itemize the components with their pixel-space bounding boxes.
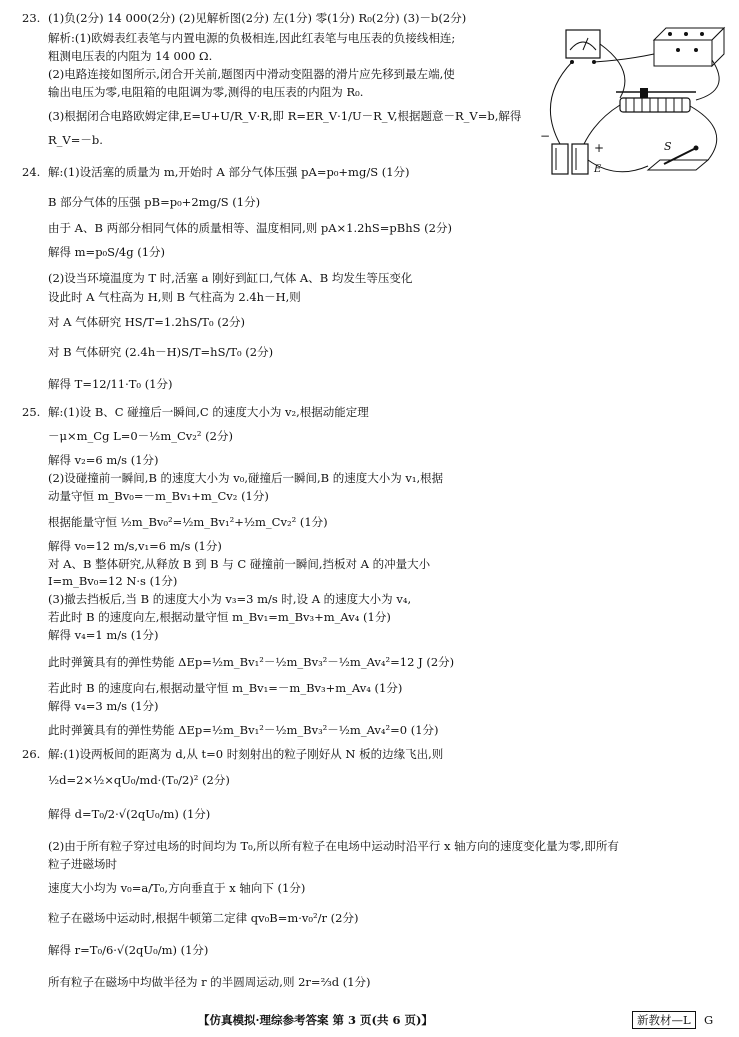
q25-line-9: I=m_Bv₀=12 N·s (1分) <box>48 574 178 588</box>
figure-plus-label: + <box>594 141 605 155</box>
q26-line-5: 粒子进磁场时 <box>48 857 117 871</box>
q26-line-8: 解得 r=T₀/6·√(2qU₀/m) (1分) <box>48 943 209 957</box>
q24-line-8: 对 B 气体研究 (2.4h－H)S/T=hS/T₀ (2分) <box>48 345 274 359</box>
q24-line-9: 解得 T=12/11·T₀ (1分) <box>48 377 173 391</box>
q25-line-6: 根据能量守恒 ½m_Bv₀²=½m_Bv₁²+½m_Cv₂² (1分) <box>48 515 328 529</box>
resistance-box-icon <box>654 28 724 66</box>
q25-line-12: 解得 v₄=1 m/s (1分) <box>48 628 159 642</box>
voltmeter-icon <box>566 30 600 64</box>
q25-line-15: 解得 v₄=3 m/s (1分) <box>48 699 159 713</box>
q25-line-3: 解得 v₂=6 m/s (1分) <box>48 453 159 467</box>
figure-e-label: E <box>594 164 602 175</box>
q25-line-14: 若此时 B 的速度向右,根据动量守恒 m_Bv₁=－m_Bv₃+m_Av₄ (1分) <box>48 681 403 695</box>
q25-line-13: 此时弹簧具有的弹性势能 ΔEp=½m_Bv₁²－½m_Bv₃²－½m_Av₄²=12 J (2分) <box>48 655 455 669</box>
footer-title: 【仿真模拟·理综参考答案 第 3 页(共 6 页)】 <box>198 1013 433 1027</box>
figure-minus-label: − <box>540 129 551 143</box>
q24-line-5: (2)设当环境温度为 T 时,活塞 a 刚好到缸口,气体 A、B 均发生等压变化 <box>48 271 413 285</box>
q26-line-7: 粒子在磁场中运动时,根据牛顿第二定律 qv₀B=m·v₀²/r (2分) <box>48 911 359 925</box>
q25-line-5: 动量守恒 m_Bv₀=－m_Bv₁+m_Cv₂ (1分) <box>48 489 269 503</box>
q24-line-3: 由于 A、B 两部分相同气体的质量相等、温度相同,则 pA×1.2hS=pBhS (2分) <box>48 221 452 235</box>
q24-line-2: B 部分气体的压强 pB=p₀+2mg/S (1分) <box>48 195 261 209</box>
footer-edition-badge: 新教材—L <box>632 1011 696 1029</box>
q24-line-7: 对 A 气体研究 HS/T=1.2hS/T₀ (2分) <box>48 315 246 329</box>
q23-line-5: (3)根据闭合电路欧姆定律,E=U+U/R_V·R,即 R=ER_V·1/U－R_V,根据题意－R_V=b,解得 <box>48 109 522 123</box>
q24-line-6: 设此时 A 气柱高为 H,则 B 气柱高为 2.4h－H,则 <box>48 290 301 304</box>
q26-number: 26. <box>22 747 41 761</box>
q26-line-4: (2)由于所有粒子穿过电场的时间均为 T₀,所以所有粒子在电场中运动时沿平行 x 轴方向的速度变化量为零,即所有 <box>48 839 619 853</box>
q26-line-6: 速度大小均为 v₀=a/T₀,方向垂直于 x 轴向下 (1分) <box>48 881 306 895</box>
rheostat-icon <box>616 88 696 112</box>
q25-line-4: (2)设碰撞前一瞬间,B 的速度大小为 v₀,碰撞后一瞬间,B 的速度大小为 v₁,根据 <box>48 471 444 485</box>
q23-line-4: 输出电压为零,电阻箱的电阻调为零,测得的电压表的内阻为 R₀. <box>48 85 364 99</box>
q26-line-2: ½d=2×½×qU₀/md·(T₀/2)² (2分) <box>48 773 230 787</box>
q23-line-1: 解析:(1)欧姆表红表笔与内置电源的负极相连,因此红表笔与电压表的负接线相连; <box>48 31 456 45</box>
q24-line-1: 解:(1)设活塞的质量为 m,开始时 A 部分气体压强 pA=p₀+mg/S (1分) <box>48 165 410 179</box>
q25-number: 25. <box>22 405 41 419</box>
q25-line-10: (3)撤去挡板后,当 B 的速度大小为 v₃=3 m/s 时,设 A 的速度大小为 v₄, <box>48 592 412 606</box>
footer-suffix: G <box>704 1013 714 1027</box>
switch-icon <box>648 146 708 171</box>
q23-line-6: R_V=－b. <box>48 133 103 147</box>
battery-icon <box>552 144 588 174</box>
q23-line-2: 粗测电压表的内阻为 14 000 Ω. <box>48 49 213 63</box>
q23-answer-header: (1)负(2分) 14 000(2分) (2)见解析图(2分) 左(1分) 零(1分) R₀(2分) (3)－b(2分) <box>48 11 467 25</box>
figure-s-label: S <box>664 140 672 153</box>
q25-line-16: 此时弹簧具有的弹性势能 ΔEp=½m_Bv₁²－½m_Bv₃²－½m_Av₄²=0 (1分) <box>48 723 439 737</box>
q25-line-7: 解得 v₀=12 m/s,v₁=6 m/s (1分) <box>48 539 222 553</box>
q24-line-4: 解得 m=p₀S/4g (1分) <box>48 245 166 259</box>
q26-line-1: 解:(1)设两板间的距离为 d,从 t=0 时刻射出的粒子刚好从 N 板的边缘飞出,则 <box>48 747 444 761</box>
q23-line-3: (2)电路连接如图所示,闭合开关前,题图丙中滑动变阻器的滑片应先移到最左端,使 <box>48 67 455 81</box>
circuit-diagram <box>536 20 736 192</box>
q25-line-2: －μ×m_Cg L=0－½m_Cv₂² (2分) <box>48 429 233 443</box>
q23-number: 23. <box>22 11 41 25</box>
q25-line-8: 对 A、B 整体研究,从释放 B 到 B 与 C 碰撞前一瞬间,挡板对 A 的冲量大小 <box>48 557 431 571</box>
q25-line-11: 若此时 B 的速度向左,根据动量守恒 m_Bv₁=m_Bv₃+m_Av₄ (1分) <box>48 610 391 624</box>
q26-line-3: 解得 d=T₀/2·√(2qU₀/m) (1分) <box>48 807 211 821</box>
q24-number: 24. <box>22 165 41 179</box>
q26-line-9: 所有粒子在磁场中均做半径为 r 的半圆周运动,则 2r=⅔d (1分) <box>48 975 371 989</box>
q25-line-1: 解:(1)设 B、C 碰撞后一瞬间,C 的速度大小为 v₂,根据动能定理 <box>48 405 369 419</box>
